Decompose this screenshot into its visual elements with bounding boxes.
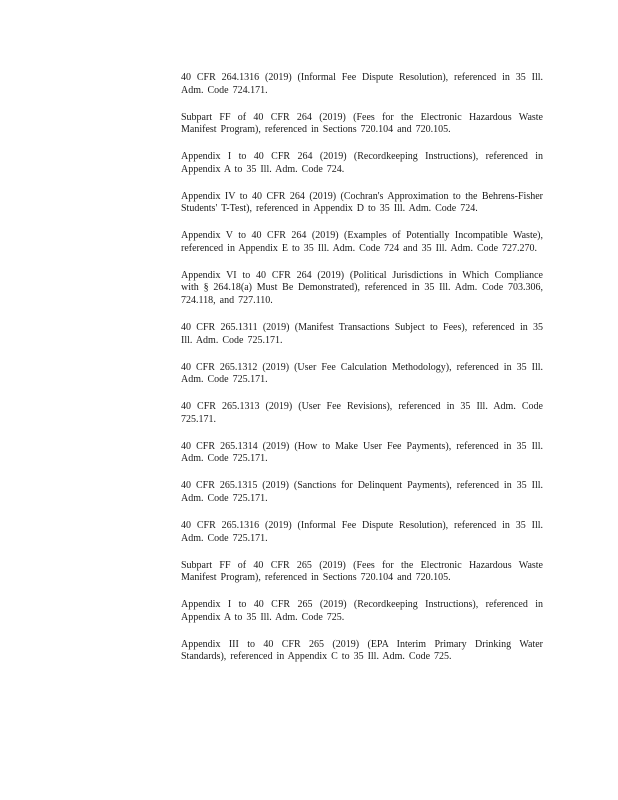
reference-entry: 40 CFR 265.1315 (2019) (Sanctions for Delinquent Payments), referenced in 35 Ill. Adm. Code 725.171. [181, 480, 543, 504]
reference-entry: Appendix I to 40 CFR 265 (2019) (Recordkeeping Instructions), referenced in Appendix A to 35 Ill. Adm. Code 725. [181, 599, 543, 623]
reference-entry: 40 CFR 264.1316 (2019) (Informal Fee Dispute Resolution), referenced in 35 Ill. Adm. Code 724.171. [181, 72, 543, 96]
reference-entry: Subpart FF of 40 CFR 264 (2019) (Fees for the Electronic Hazardous Waste Manifest Program), referenced in Sections 720.104 and 720.105. [181, 111, 543, 136]
reference-entry: 40 CFR 265.1316 (2019) (Informal Fee Dispute Resolution), referenced in 35 Ill. Adm. Code 725.171. [181, 519, 543, 544]
reference-entry: Appendix VI to 40 CFR 264 (2019) (Political Jurisdictions in Which Compliance with § 264.18(a) Must Be Demonstrated), referenced in 35 Ill. Adm. Code 703.306, 724.118, and 727.110. [181, 269, 543, 307]
reference-entry: Subpart FF of 40 CFR 265 (2019) (Fees for the Electronic Hazardous Waste Manifest Program), referenced in Sections 720.104 and 720.105. [181, 559, 543, 584]
reference-entry: Appendix III to 40 CFR 265 (2019) (EPA Interim Primary Drinking Water Standards), referenced in Appendix C to 35 Ill. Adm. Code 725. [181, 638, 543, 663]
reference-entry: Appendix V to 40 CFR 264 (2019) (Examples of Potentially Incompatible Waste), referenced in Appendix E to 35 Ill. Adm. Code 724 and 35 Ill. Adm. Code 727.270. [181, 230, 543, 254]
reference-entry: Appendix I to 40 CFR 264 (2019) (Recordkeeping Instructions), referenced in Appendix A to 35 Ill. Adm. Code 724. [181, 151, 543, 175]
reference-entry: Appendix IV to 40 CFR 264 (2019) (Cochran's Approximation to the Behrens-Fisher Students' T-Test), referenced in Appendix D to 35 Ill. Adm. Code 724. [181, 190, 543, 215]
reference-entry: 40 CFR 265.1312 (2019) (User Fee Calculation Methodology), referenced in 35 Ill. Adm. Code 725.171. [181, 361, 543, 386]
reference-entry: 40 CFR 265.1313 (2019) (User Fee Revisions), referenced in 35 Ill. Adm. Code 725.171. [181, 401, 543, 425]
reference-entry: 40 CFR 265.1314 (2019) (How to Make User Fee Payments), referenced in 35 Ill. Adm. Code 725.171. [181, 440, 543, 465]
reference-entry: 40 CFR 265.1311 (2019) (Manifest Transactions Subject to Fees), referenced in 35 Ill. Adm. Code 725.171. [181, 322, 543, 346]
document-body [181, 72, 543, 678]
